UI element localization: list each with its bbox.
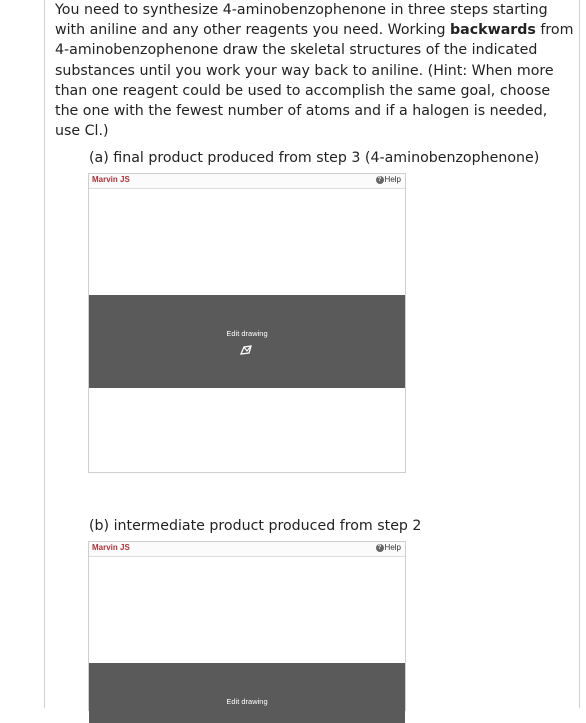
marvin-title: Marvin JS: [92, 543, 130, 552]
help-label: Help: [384, 175, 401, 184]
edit-drawing-overlay[interactable]: [89, 663, 405, 723]
intro-text-2: from 4-aminobenzophenone draw the skeletal structures of the indicated substances until you work your way back to aniline. (Hint: When more than one reagent could be used to accomplish the same goal, choose the one with the fewest number of atoms and if a halogen is needed, use Cl.): [55, 22, 574, 140]
edit-drawing-label: Edit drawing: [226, 697, 268, 706]
marvin-header: [89, 542, 405, 557]
edit-drawing-icon: [239, 344, 253, 356]
intro-text-1: You need to synthesize 4-aminobenzophenone in three steps starting with aniline and any other reagents you need. Working: [55, 2, 548, 39]
help-button[interactable]: [376, 543, 401, 552]
help-icon: ?: [376, 176, 384, 184]
question-a-label: (a) final product produced from step 3 (4-aminobenzophenone): [89, 150, 540, 166]
edit-drawing-overlay[interactable]: [89, 295, 405, 388]
help-button[interactable]: [376, 175, 401, 184]
help-icon: ?: [376, 544, 384, 552]
question-b-label: (b) intermediate product produced from step 2: [89, 518, 422, 534]
marvin-header: [89, 174, 405, 189]
intro-bold: backwards: [450, 22, 536, 39]
marvin-editor-a[interactable]: [88, 173, 406, 473]
marvin-editor-b[interactable]: [88, 541, 406, 711]
marvin-title: Marvin JS: [92, 175, 130, 184]
question-intro: [55, 0, 575, 141]
edit-drawing-label: Edit drawing: [226, 329, 268, 338]
help-label: Help: [384, 543, 401, 552]
